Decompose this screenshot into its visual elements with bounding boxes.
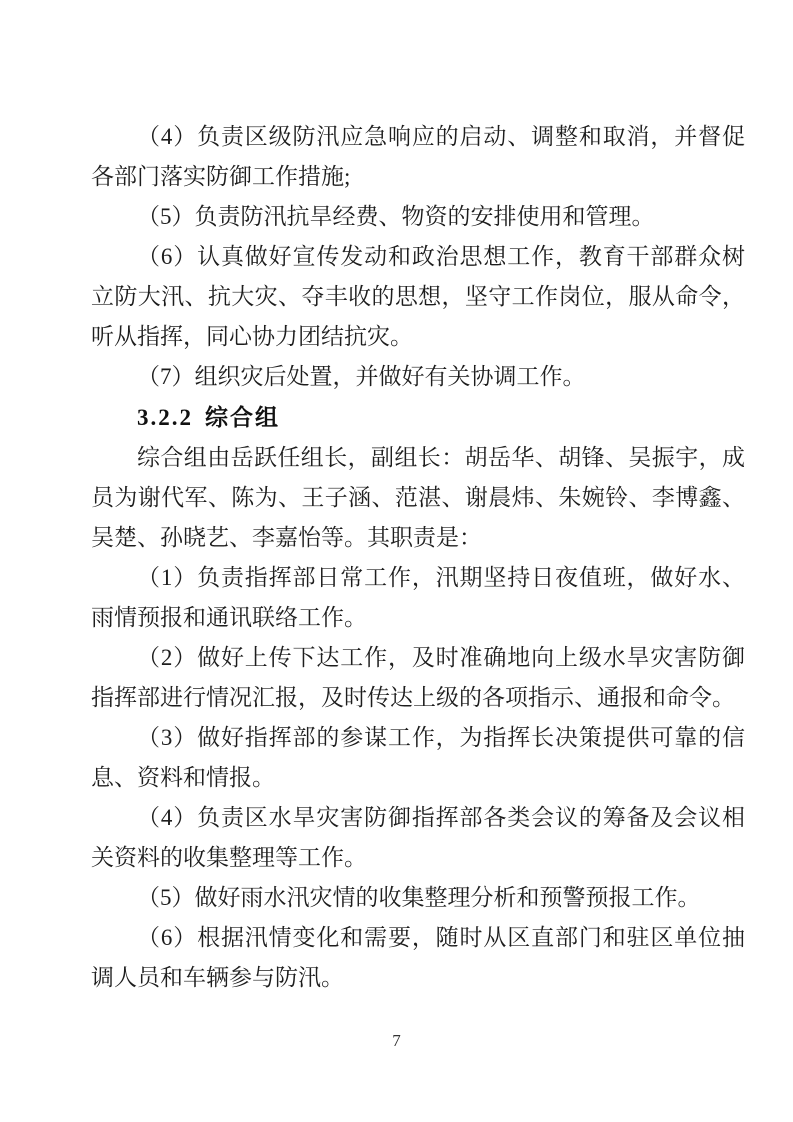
paragraph-item-6: （6）认真做好宣传发动和政治思想工作，教育干部群众树立防大汛、抗大灾、夺丰收的思想，坚守工作岗位，服从命令，听从指挥，同心协力团结抗灾。 bbox=[91, 244, 745, 349]
document-body bbox=[91, 117, 745, 998]
page-footer bbox=[0, 1030, 793, 1052]
paragraph-item-7: （7）组织灾后处置，并做好有关协调工作。 bbox=[137, 364, 586, 389]
duty-item-6: （6）根据汛情变化和需要，随时从区直部门和驻区单位抽调人员和车辆参与防汛。 bbox=[91, 925, 745, 990]
duty-item-1: （1）负责指挥部日常工作，汛期坚持日夜值班，做好水、雨情预报和通讯联络工作。 bbox=[91, 565, 745, 630]
section-heading-title: 综合组 bbox=[205, 404, 280, 430]
paragraph-item-4: （4）负责区级防汛应急响应的启动、调整和取消，并督促各部门落实防御工作措施; bbox=[91, 124, 745, 189]
paragraph-item-5: （5）负责防汛抗旱经费、物资的安排使用和管理。 bbox=[137, 204, 655, 229]
duty-item-2: （2）做好上传下达工作，及时准确地向上级水旱灾害防御指挥部进行情况汇报，及时传达上级的各项指示、通报和命令。 bbox=[91, 645, 745, 710]
duty-item-5: （5）做好雨水汛灾情的收集整理分析和预警预报工作。 bbox=[137, 885, 701, 910]
section-heading bbox=[91, 397, 745, 438]
paragraph-intro: 综合组由岳跃任组长，副组长：胡岳华、胡锋、吴振宇，成员为谢代军、陈为、王子涵、范湛、谢晨炜、朱婉铃、李博鑫、吴楚、孙晓艺、李嘉怡等。其职责是： bbox=[91, 445, 745, 550]
duty-item-3: （3）做好指挥部的参谋工作，为指挥长决策提供可靠的信息、资料和情报。 bbox=[91, 725, 745, 790]
page-number: 7 bbox=[392, 1031, 401, 1050]
duty-item-4: （4）负责区水旱灾害防御指挥部各类会议的筹备及会议相关资料的收集整理等工作。 bbox=[91, 805, 745, 870]
section-heading-number: 3.2.2 bbox=[137, 405, 193, 430]
